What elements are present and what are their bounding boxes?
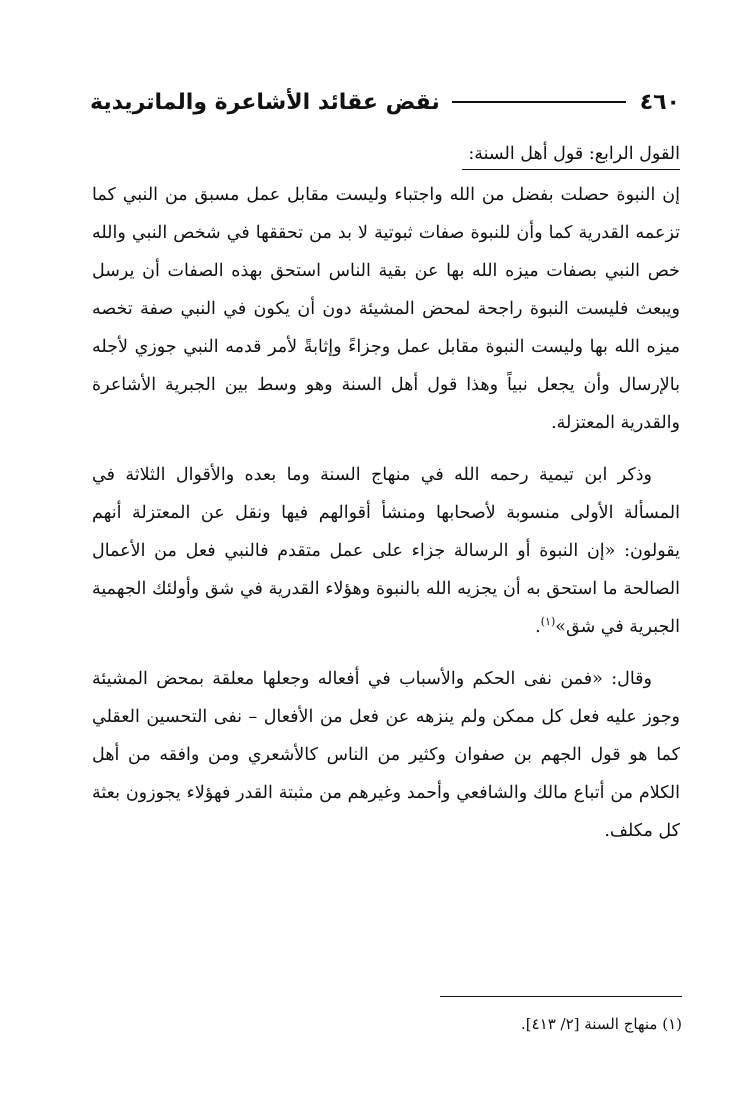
- footnote-reference[interactable]: (١): [540, 615, 556, 629]
- footnote-separator: [440, 996, 682, 997]
- paragraph-2: وذكر ابن تيمية رحمه الله في منهاج السنة وما بعده والأقوال الثلاثة في المسألة الأولى منسوبة لأصحابها ومنشأ أقوالهم فيها ونقل عن المعتزلة أنهم يقولون: «إن النبوة أو الرسالة جزاء على عمل متقدم فالنبي فعل من الأعمال الصالحة ما استحق به أن يجزيه الله بالنبوة وهؤلاء القدرية في شق وأولئك الجهمية الجبرية في شق»$^{(١)}$.: [92, 465, 680, 637]
- paragraph-3: [92, 660, 680, 850]
- paragraph-2-text: وذكر ابن تيمية رحمه الله في منهاج السنة وما بعده والأقوال الثلاثة في المسألة الأولى منسوبة لأصحابها ومنشأ أقوالهم فيها ونقل عن المعتزلة أنهم يقولون: «إن النبوة أو الرسالة جزاء على عمل متقدم فالنبي فعل من الأعمال الصالحة ما استحق به أن يجزيه الله بالنبوة وهؤلاء القدرية في شق وأولئك الجهمية الجبرية في شق»: [92, 465, 680, 637]
- paragraph-1-text: إن النبوة حصلت بفضل من الله واجتباء وليست مقابل عمل مسبق من النبي كما تزعمه القدرية كما وأن للنبوة صفات ثبوتية لا بد من تحققها في شخص النبي والله خص النبي بصفات ميزه الله بها عن بقية الناس استحق بهذه الصفات أن يرسل ويبعث فليست النبوة راجحة لمحض المشيئة دون أن يكون في النبي صفة تخصه ميزه الله بها وليست النبوة مقابل عمل وجزاءً وإثابةً لأمر قدمه النبي جوزي لأجله بالإرسال وأن يجعل نبياً وهذا قول أهل السنة وهو وسط بين الجبرية الأشاعرة والقدرية المعتزلة.: [92, 185, 680, 433]
- page-number: ٤٦٠: [639, 89, 680, 115]
- running-header: [90, 82, 680, 122]
- paragraph-1: [92, 176, 680, 442]
- section-heading: القول الرابع: قول أهل السنة:: [462, 139, 680, 170]
- footnote: (١) منهاج السنة [٢/ ٤١٣].: [520, 1015, 682, 1033]
- book-title: نقض عقائد الأشاعرة والماتريدية: [90, 89, 440, 115]
- section-heading-line: [92, 135, 680, 176]
- paragraph-3-text: وقال: «فمن نفى الحكم والأسباب في أفعاله وجعلها معلقة بمحض المشيئة وجوز عليه فعل كل ممكن ولم ينزهه عن فعل من الأفعال – نفى التحسين العقلي كما هو قول الجهم بن صفوان وكثير من الناس كالأشعري ومن وافقه من أهل الكلام من أتباع مالك والشافعي وأحمد وغيرهم من مثبتة القدر فهؤلاء يجوزون بعثة كل مكلف.: [92, 669, 680, 841]
- page-body: [92, 135, 680, 864]
- header-rule: [452, 101, 626, 103]
